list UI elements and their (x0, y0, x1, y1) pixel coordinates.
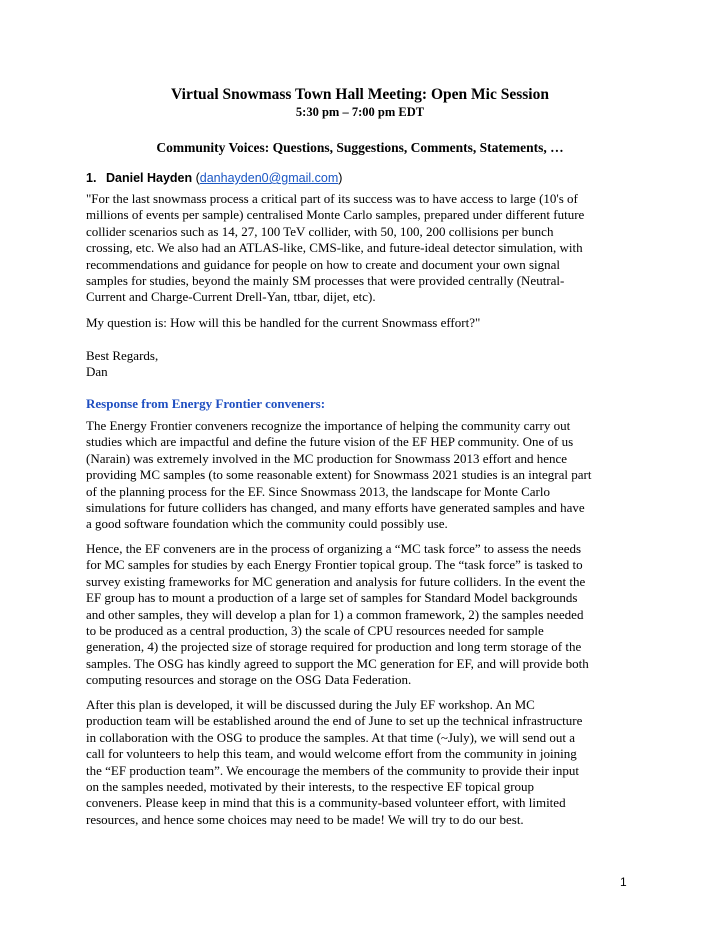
document-title: Virtual Snowmass Town Hall Meeting: Open Mic Session (171, 86, 549, 103)
response-line: providing MC samples (to some reasonable extent) for Snowmass 2021 studies is an integral part (86, 467, 592, 483)
response-line: conveners. Please keep in mind that this is a community-based volunteer effort, with limited (86, 795, 566, 811)
speaker-name: Daniel Hayden (106, 171, 193, 185)
response-line: computing resources and storage on the OSG Data Federation. (86, 672, 412, 688)
item-number: 1. (86, 171, 97, 185)
response-heading: Response from Energy Frontier conveners: (86, 396, 326, 411)
response-line: on the samples needed, motivated by their interests, to the respective EF topical group (86, 779, 535, 795)
question-ask: My question is: How will this be handled for the current Snowmass effort?" (86, 315, 481, 330)
question-line: millions of events per sample) centralised Monte Carlo samples, prepared under different future (86, 207, 585, 223)
question-line: recommendations and guidance for people on how to create and document your own signal (86, 256, 560, 272)
response-line: in collaboration with the OSG to produce the samples. At that time (~July), we will send out a (86, 729, 576, 745)
response-line: resources, and hence some choices may need to be made! We will try to do our best. (86, 811, 524, 827)
question-line: Current and Charge-Current Drell-Yan, ttbar, dijet, etc). (86, 289, 376, 305)
response-line: and other samples, they will develop a plan for 1) a common framework, 2) the samples needed (86, 606, 584, 622)
response-line: Hence, the EF conveners are in the process of organizing a “MC task force” to assess the needs (86, 541, 582, 556)
section-title: Community Voices: Questions, Suggestions, Comments, Statements, … (156, 140, 564, 155)
response-line: samples. The OSG has kindly agreed to support the MC generation for EF, and will provide both (86, 655, 589, 671)
response-line: simulations for future colliders has changed, and many efforts have generated samples and have (86, 500, 585, 516)
open-paren: ( (192, 171, 200, 185)
response-line: EF group has to mount a production of a large set of samples for Standard Model backgrounds (86, 590, 578, 606)
session-time: 5:30 pm – 7:00 pm EDT (295, 105, 425, 119)
response-line: of the planning process for the EF. Since Snowmass 2013, the landscape for Monte Carlo (86, 483, 550, 499)
response-paragraph-3 (86, 697, 646, 828)
response-line: The Energy Frontier conveners recognize the importance of helping the community carry out (86, 418, 571, 433)
response-line: to be produced as a central production, 3) the scale of CPU resources needed for sample (86, 623, 544, 639)
signoff-name: Dan (86, 364, 108, 379)
speaker-entry (86, 170, 342, 186)
signoff-greeting: Best Regards, (86, 348, 159, 363)
response-line: (Narain) was extremely involved in the MC production for Snowmass 2013 effort and hence (86, 450, 567, 466)
question-line: "For the last snowmass process a critical part of its success was to have access to large (10's of (86, 191, 578, 206)
response-line: call for volunteers to help this team, and would welcome effort from the community in joining (86, 746, 577, 762)
response-line: a good software foundation which the community could possibly use. (86, 516, 448, 532)
response-line: After this plan is developed, it will be discussed during the July EF workshop. An MC (86, 697, 535, 712)
response-line: generation, 4) the projected size of storage required for production and long term storage of the (86, 639, 582, 655)
question-line: collider scenarios such as 14, 27, 100 TeV collider, with 50, 100, 200 collisions per bunch (86, 223, 554, 239)
close-paren: ) (338, 171, 343, 185)
page-number: 1 (620, 875, 627, 889)
response-paragraph-2 (86, 541, 646, 689)
response-line: the “EF production team”. We encourage the members of the community to provide their input (86, 762, 579, 778)
response-line: survey existing frameworks for MC generation and analysis for future colliders. In the event the (86, 573, 586, 589)
response-line: for MC samples for studies by each Energy Frontier topical group. The “task force” is tasked to (86, 557, 583, 573)
question-line: crossing, etc. We also had an ATLAS-like, CMS-like, and future-ideal detector simulation, with (86, 240, 583, 256)
question-line: samples for studies, beyond the mainly SM processes that were provided centrally (Neutral- (86, 273, 565, 289)
question-paragraph (86, 191, 646, 306)
speaker-email-link[interactable]: danhayden0@gmail.com (199, 171, 339, 185)
response-line: production team will be established around the end of June to set up the technical infrastructure (86, 713, 583, 729)
response-paragraph-1 (86, 418, 646, 533)
response-line: studies which are impactful and define the future vision of the EF HEP community. One of us (86, 434, 574, 450)
